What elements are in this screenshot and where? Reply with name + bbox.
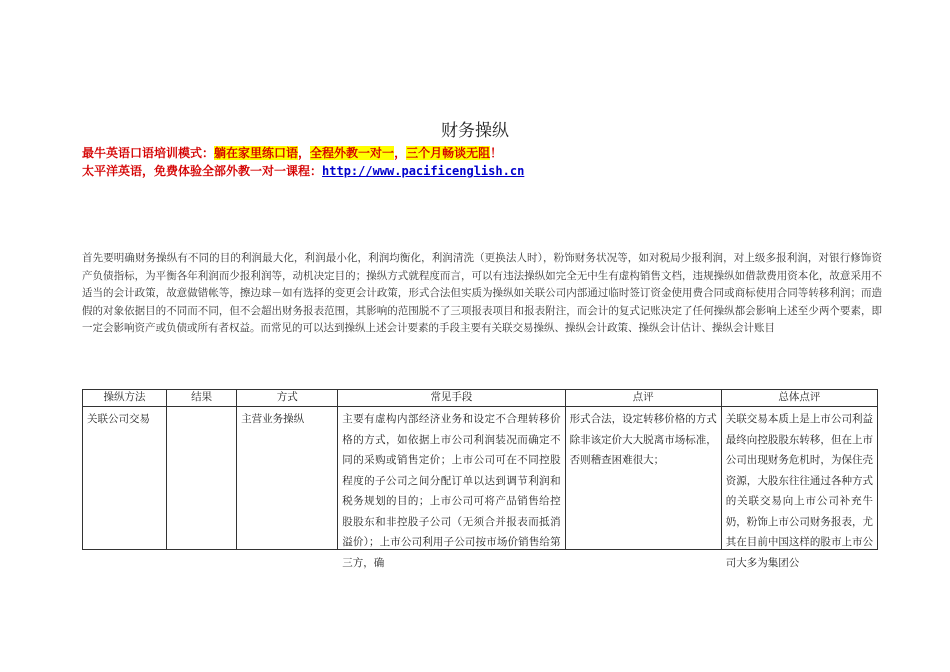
cell-means-text: 主要有虚构内部经济业务和设定不合理转移价格的方式，如依据上市公司利润装况而确定不同的采购或销售定价；上市公司可在不同控股程度的子公司之间分配订单以达到调节利润和税务规划的目的；上市公司可将产品销售给控股股东和非控股子公司（无须合并报表而抵消溢价）；上市公司利用子公司按市场价销售给第三方，确 xyxy=(342,413,561,569)
header-comment: 点评 xyxy=(565,390,721,407)
table-row xyxy=(83,407,878,550)
cell-overall-text: 关联交易本质上是上市公司利益最终向控股股东转移，但在上市公司出现财务危机时，为保住壳资源，大股东往往通过各种方式的关联交易向上市公司补充牛奶，粉饰上市公司财务报表，尤其在目前中国这样的股市上市公司大多为集团公 xyxy=(725,413,873,569)
table-header-row xyxy=(83,390,878,407)
promo-line-2 xyxy=(82,162,524,179)
cell-mode xyxy=(237,407,338,550)
promo-prefix: 最牛英语口语培训模式： xyxy=(82,146,215,160)
promo-end: ！ xyxy=(490,146,503,160)
header-overall: 总体点评 xyxy=(721,390,877,407)
header-method: 操纵方法 xyxy=(83,390,167,407)
promo-highlight-1: 躺在家里练口语 xyxy=(214,146,299,160)
promo-separator-1: ， xyxy=(298,146,311,160)
cell-result xyxy=(167,407,237,550)
header-result: 结果 xyxy=(167,390,237,407)
header-mode: 方式 xyxy=(237,390,338,407)
cell-means xyxy=(338,407,565,569)
promo-text: 太平洋英语，免费体验全部外教一对一课程： xyxy=(82,164,323,178)
cell-mode-text: 主营业务操纵 xyxy=(241,413,305,425)
cell-method xyxy=(83,407,167,550)
promo-highlight-3: 三个月畅谈无阻 xyxy=(406,146,491,160)
promo-separator-2: ， xyxy=(394,146,407,160)
intro-paragraph: 首先要明确财务操纵有不同的目的利润最大化，利润最小化，利润均衡化，利润清洗（更换法人时），粉饰财务状况等，如对税局少报利润，对上级多报利润，对银行修饰资产负债指标，为平衡各年利润而少报利润等，动机决定目的；操纵方式就程度而言，可以有违法操纵如完全无中生有虚构销售文档，违规操纵如借款费用资本化，故意采用不适当的会计政策，故意做错帐等，擦边球－如有选择的变更会计政策，形式合法但实质为操纵如关联公司内部通过临时签订资金使用费合同或商标使用合同等转移利润；而造假的对象依据目的不同而不同，但不会超出财务报表范围，其影响的范围脱不了三项报表项目和报表附注，而会计的复式记账决定了任何操纵都会影响上述至少两个要素，即一定会影响资产或负债或所有者权益。而常见的可以达到操纵上述会计要素的手段主要有关联交易操纵、操纵会计政策、操纵会计估计、操纵会计账目 xyxy=(82,252,882,334)
cell-comment-text: 形式合法，设定转移价格的方式除非该定价大大脱离市场标准，否则稽查困难很大； xyxy=(569,413,717,466)
cell-method-text: 关联公司交易 xyxy=(87,413,150,425)
cell-overall xyxy=(721,407,877,569)
manipulation-table xyxy=(82,389,878,569)
cell-comment xyxy=(565,407,721,550)
promo-highlight-2: 全程外教一对一 xyxy=(310,146,395,160)
cell-result-text xyxy=(167,407,236,549)
header-means: 常见手段 xyxy=(338,390,565,407)
page-title: 财务操纵 xyxy=(441,121,509,141)
promo-line-1 xyxy=(82,144,502,161)
promo-link[interactable]: http://www.pacificenglish.cn xyxy=(322,164,525,178)
